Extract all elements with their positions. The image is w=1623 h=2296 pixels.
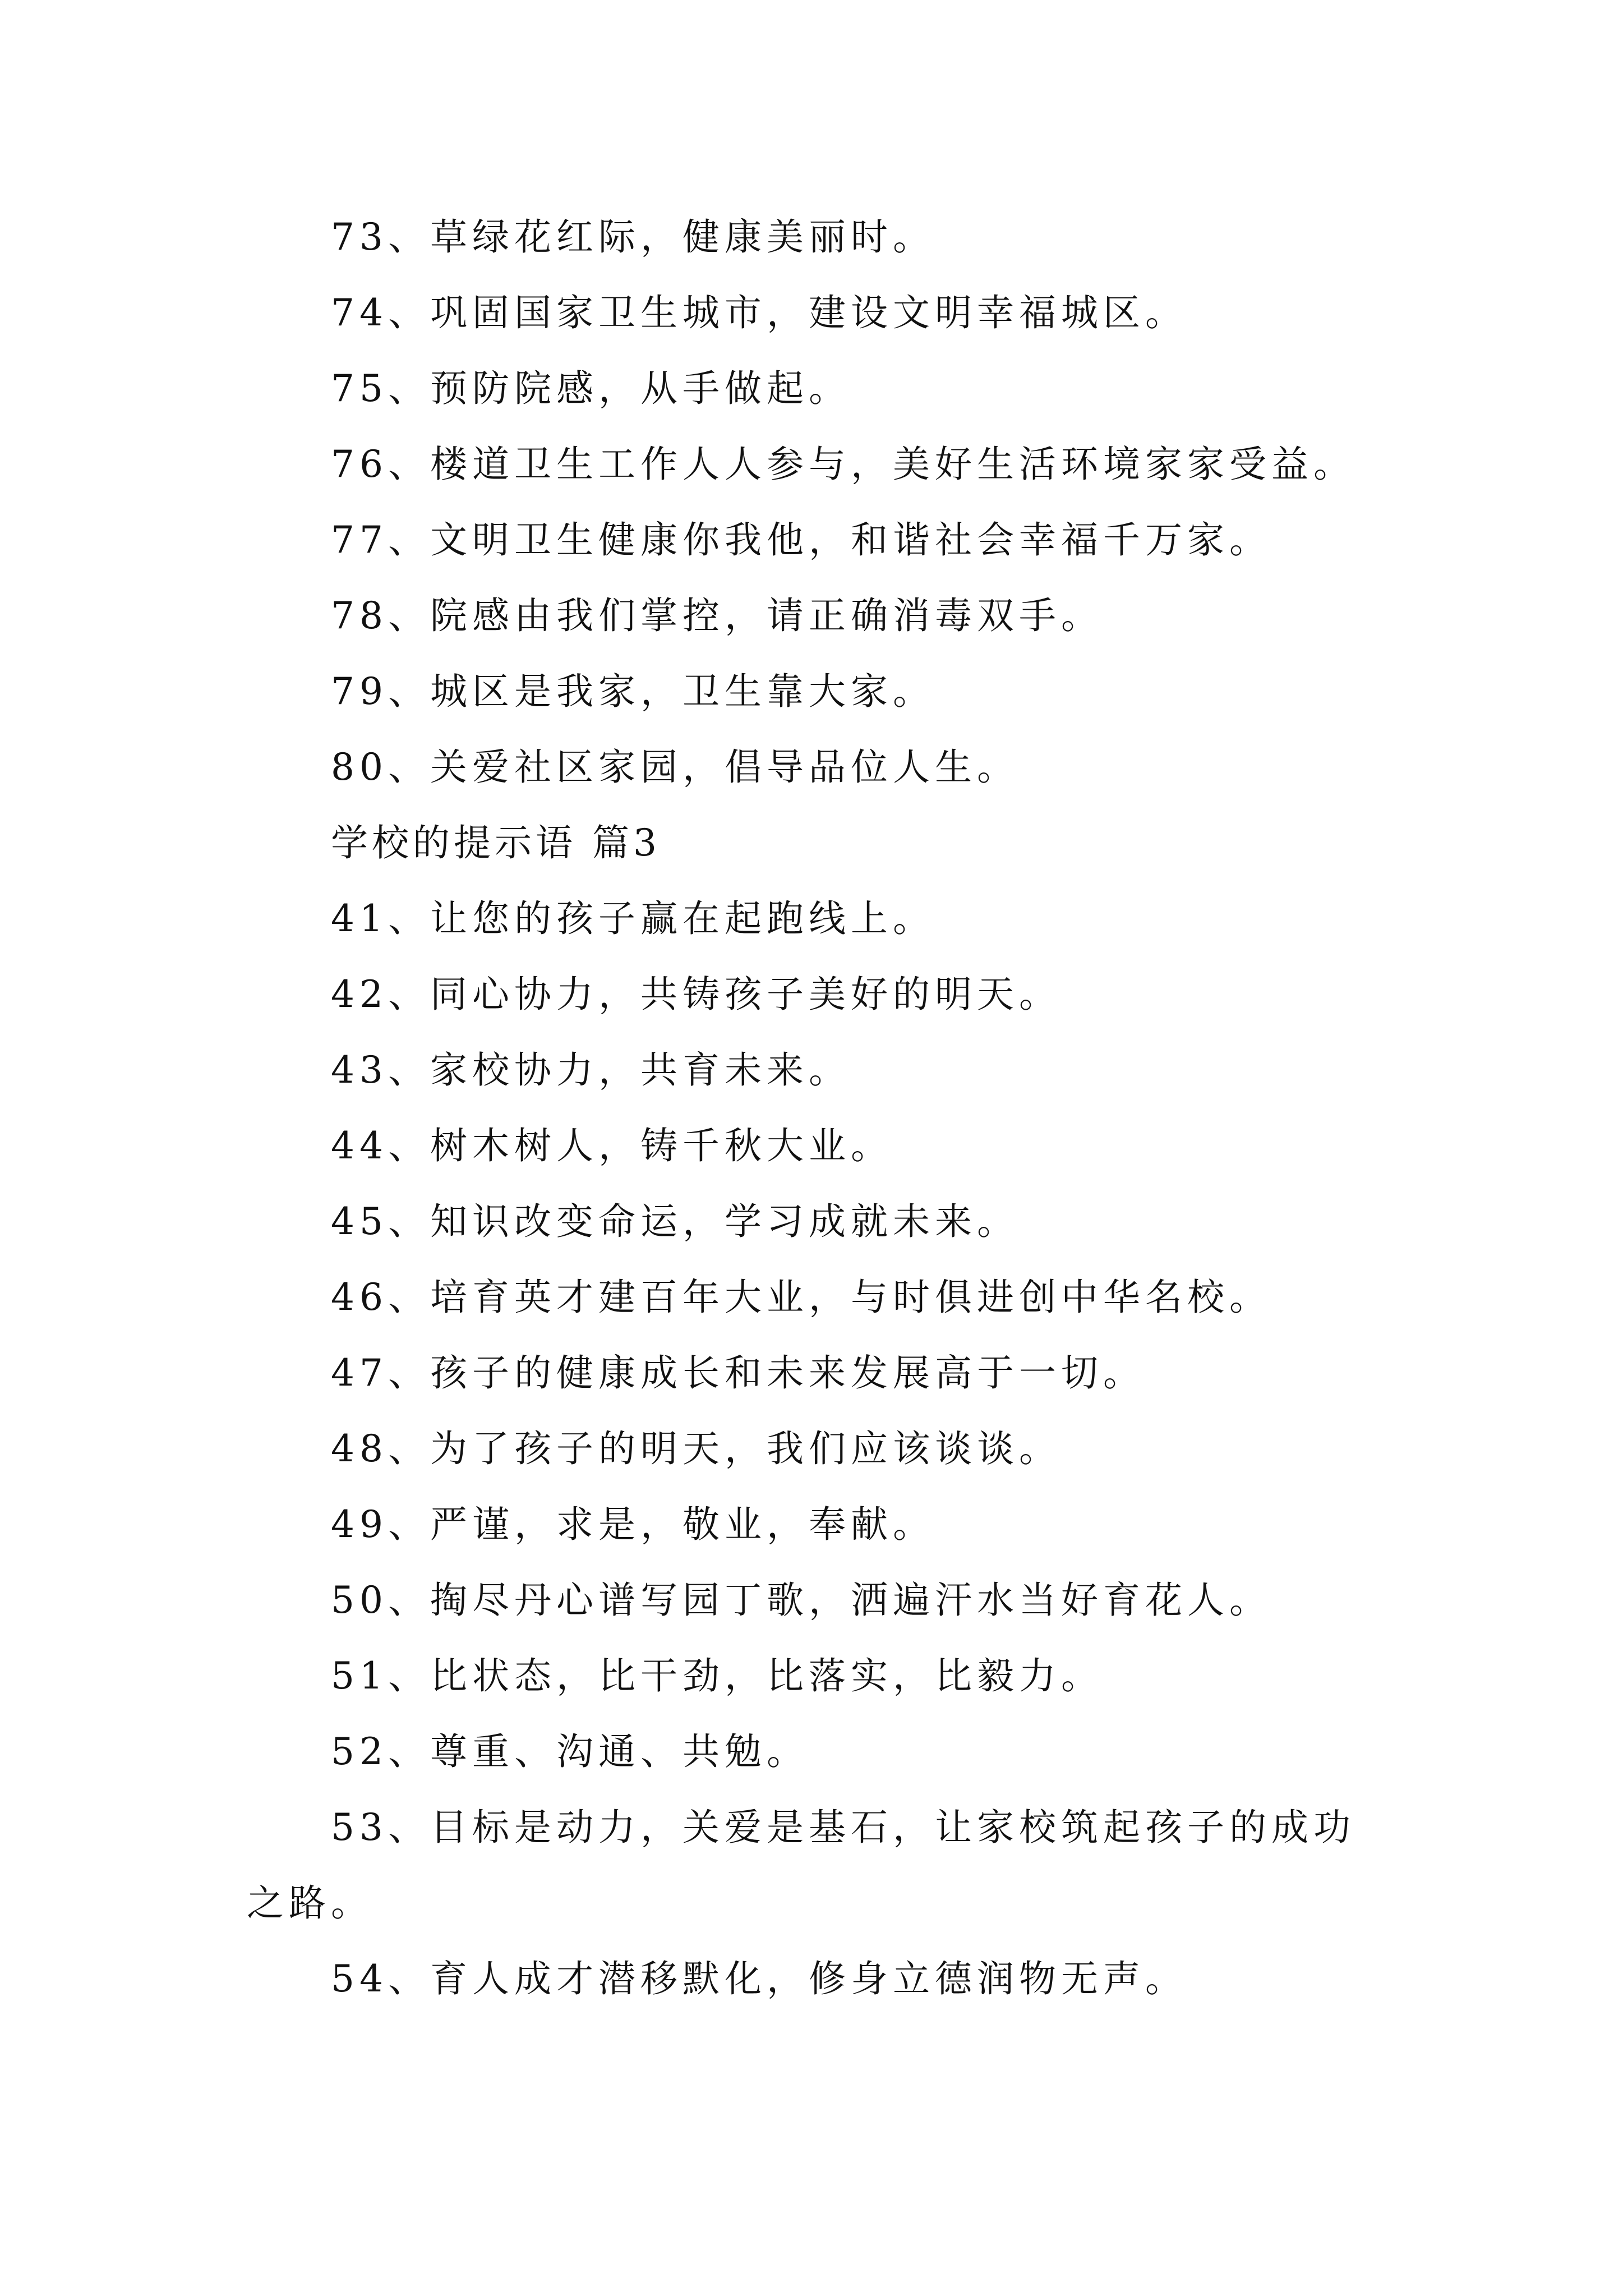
- list-item: 78、院感由我们掌控，请正确消毒双手。: [331, 594, 1103, 637]
- list-item: 51、比状态，比干劲，比落实，比毅力。: [331, 1654, 1103, 1697]
- list-item: 52、尊重、沟通、共勉。: [331, 1730, 809, 1773]
- list-item: 49、严谨，求是，敬业，奉献。: [331, 1503, 935, 1546]
- list-item: 41、让您的孩子赢在起跑线上。: [331, 897, 935, 940]
- list-item: 47、孩子的健康成长和未来发展高于一切。: [331, 1351, 1145, 1395]
- list-item: 76、楼道卫生工作人人参与，美好生活环境家家受益。: [331, 443, 1355, 486]
- list-item: 45、知识改变命运，学习成就未来。: [331, 1200, 1019, 1243]
- list-item: 48、为了孩子的明天，我们应该谈谈。: [331, 1427, 1061, 1470]
- list-item: 50、掏尽丹心谱写园丁歌，洒遍汗水当好育花人。: [331, 1579, 1271, 1622]
- list-item: 77、文明卫生健康你我他，和谐社会幸福千万家。: [331, 518, 1271, 562]
- list-item: 46、培育英才建百年大业，与时俱进创中华名校。: [331, 1276, 1271, 1319]
- list-item: 79、城区是我家，卫生靠大家。: [331, 670, 935, 713]
- list-item: 44、树木树人，铸千秋大业。: [331, 1124, 893, 1167]
- list-item: 42、同心协力，共铸孩子美好的明天。: [331, 973, 1061, 1016]
- list-item: 73、草绿花红际，健康美丽时。: [331, 215, 935, 259]
- list-item: 74、巩固国家卫生城市，建设文明幸福城区。: [331, 291, 1187, 334]
- list-item: 75、预防院感，从手做起。: [331, 367, 851, 410]
- list-item-continuation: 之路。: [247, 1881, 373, 1925]
- list-item: 53、目标是动力，关爱是基石，让家校筑起孩子的成功: [331, 1806, 1355, 1849]
- list-item: 80、关爱社区家园，倡导品位人生。: [331, 746, 1019, 789]
- list-item: 43、家校协力，共育未来。: [331, 1048, 851, 1092]
- document-body: [247, 199, 1402, 2017]
- list-item: 54、育人成才潜移默化，修身立德润物无声。: [331, 1957, 1187, 2000]
- section-heading: 学校的提示语 篇3: [331, 821, 661, 864]
